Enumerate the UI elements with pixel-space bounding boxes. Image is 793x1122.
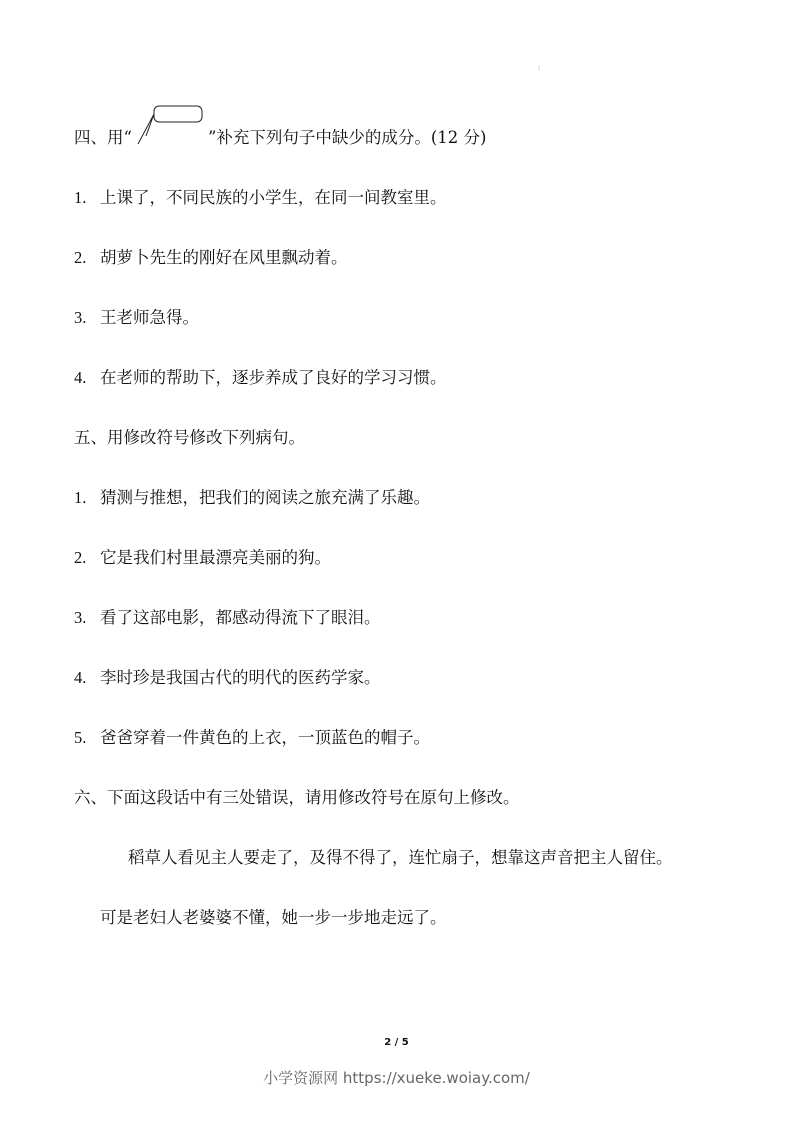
list-item: 2. 它是我们村里最漂亮美丽的狗。 — [74, 548, 331, 567]
section5-heading: 五、用修改符号修改下列病句。 — [74, 428, 305, 447]
paragraph-line: 稻草人看见主人要走了，及得不得了，连忙扇子，想靠这声音把主人留住。 — [128, 848, 673, 867]
insertion-mark-icon — [132, 126, 208, 150]
top-mark: : — [538, 64, 541, 72]
list-item: 5. 爸爸穿着一件黄色的上衣，一顶蓝色的帽子。 — [74, 728, 430, 747]
section4-heading — [74, 126, 487, 150]
list-item: 1. 上课了，不同民族的小学生，在同一间教室里。 — [74, 188, 447, 207]
list-item: 4. 在老师的帮助下，逐步养成了良好的学习习惯。 — [74, 368, 447, 387]
section6-heading: 六、下面这段话中有三处错误，请用修改符号在原句上修改。 — [74, 788, 520, 807]
list-item: 3. 看了这部电影，都感动得流下了眼泪。 — [74, 608, 381, 627]
footer-watermark: 小学资源网 https://xueke.woiay.com/ — [263, 1069, 530, 1087]
section4-heading-suffix: ”补充下列句子中缺少的成分。(12 分) — [207, 128, 487, 147]
paragraph-line: 可是老妇人老婆婆不懂，她一步一步地走远了。 — [100, 908, 447, 927]
list-item: 1. 猜测与推想，把我们的阅读之旅充满了乐趣。 — [74, 488, 430, 507]
list-item: 3. 王老师急得。 — [74, 308, 199, 327]
list-item: 4. 李时珍是我国古代的明代的医药学家。 — [74, 668, 381, 687]
page-number: 2 / 5 — [384, 1037, 409, 1048]
list-item: 2. 胡萝卜先生的刚好在风里飘动着。 — [74, 248, 348, 267]
section4-heading-prefix: 四、用“ — [74, 128, 132, 147]
